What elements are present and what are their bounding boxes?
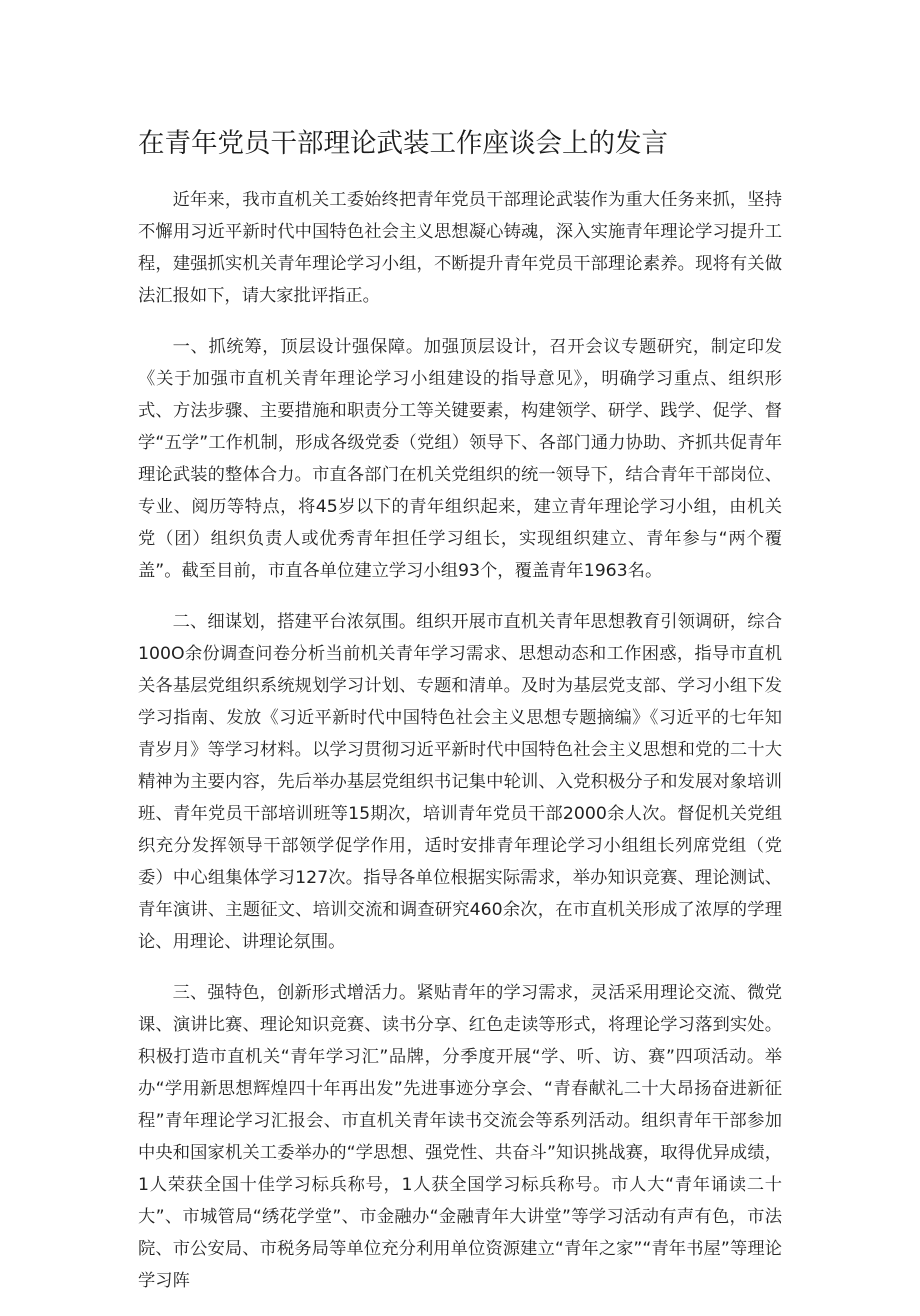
paragraph-intro: 近年来，我市直机关工委始终把青年党员干部理论武装作为重大任务来抓，坚持不懈用习近平新时代中国特色社会主义思想凝心铸魂，深入实施青年理论学习提升工程，建强抓实机关青年理论学习小组，不断提升青年党员干部理论素养。现将有关做法汇报如下，请大家批评指正。 <box>138 190 782 306</box>
document-body <box>138 184 782 1316</box>
paragraph-section-2: 二、细谋划，搭建平台浓氛围。组织开展市直机关青年思想教育引领调研，综合100O余份调查问卷分析当前机关青年学习需求、思想动态和工作困惑，指导市直机关各基层党组织系统规划学习计划、专题和清单。及时为基层党支部、学习小组下发学习指南、发放《习近平新时代中国特色社会主义思想专题摘编》《习近平的七年知青岁月》等学习材料。以学习贯彻习近平新时代中国特色社会主义思想和党的二十大精神为主要内容，先后举办基层党组织书记集中轮训、入党积极分子和发展对象培训班、青年党员干部培训班等15期次，培训青年党员干部2000余人次。督促机关党组织充分发挥领导干部领学促学作用，适时安排青年理论学习小组组长列席党组（党委）中心组集体学习127次。指导各单位根据实际需求，举办知识竞赛、理论测试、青年演讲、主题征文、培训交流和调查研究460余次，在市直机关形成了浓厚的学理论、用理论、讲理论氛围。 <box>138 612 782 952</box>
paragraph-section-1: 一、抓统筹，顶层设计强保障。加强顶层设计，召开会议专题研究，制定印发《关于加强市直机关青年理论学习小组建设的指导意见》，明确学习重点、组织形式、方法步骤、主要措施和职责分工等关键要素，构建领学、研学、践学、促学、督学“五学”工作机制，形成各级党委（党组）领导下、各部门通力协助、齐抓共促青年理论武装的整体合力。市直各部门在机关党组织的统一领导下，结合青年干部岗位、专业、阅历等特点，将45岁以下的青年组织起来，建立青年理论学习小组，由机关党（团）组织负责人或优秀青年担任学习组长，实现组织建立、青年参与“两个覆盖”。截至目前，市直各单位建立学习小组93个，覆盖青年1963名。 <box>138 337 782 581</box>
document-title: 在青年党员干部理论武装工作座谈会上的发言 <box>138 128 668 159</box>
paragraph-section-3: 三、强特色，创新形式增活力。紧贴青年的学习需求，灵活采用理论交流、微党课、演讲比赛、理论知识竞赛、读书分享、红色走读等形式，将理论学习落到实处。积极打造市直机关“青年学习汇”品牌，分季度开展“学、听、访、赛”四项活动。举办“学用新思想辉煌四十年再出发”先进事迹分享会、“青春献礼二十大昂扬奋进新征程”青年理论学习汇报会、市直机关青年读书交流会等系列活动。组织青年干部参加中央和国家机关工委举办的“学思想、强党性、共奋斗”知识挑战赛，取得优异成绩，1人荣获全国十佳学习标兵称号，1人获全国学习标兵称号。市人大“青年诵读二十大”、市城管局“绣花学堂”、市金融办“金融青年大讲堂”等学习活动有声有色，市法院、市公安局、市税务局等单位充分利用单位资源建立“青年之家”“青年书屋”等理论学习阵 <box>138 983 782 1291</box>
